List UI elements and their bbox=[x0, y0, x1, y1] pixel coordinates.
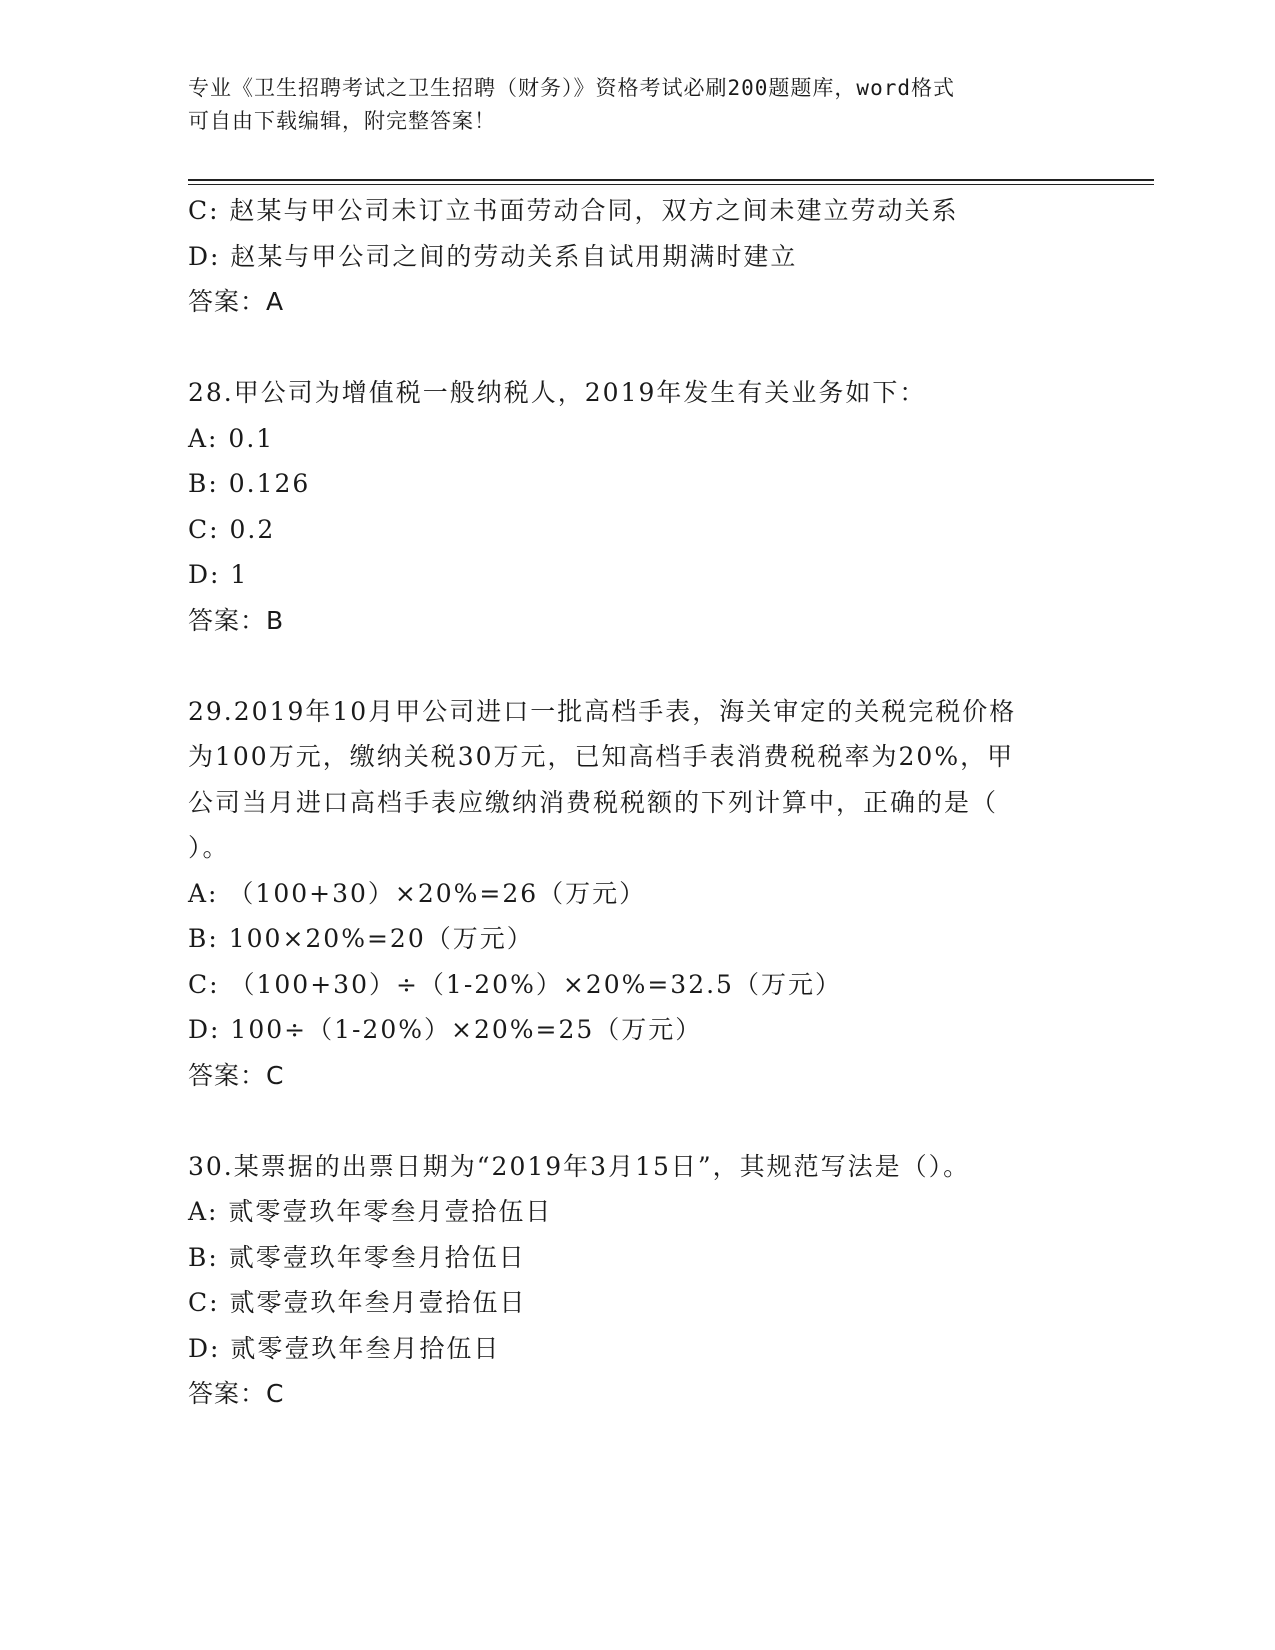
question-stem: 28.甲公司为增值税一般纳税人，2019年发生有关业务如下： bbox=[188, 378, 927, 407]
answer-line: 答案：B bbox=[188, 605, 285, 635]
header-divider-thin bbox=[188, 184, 1154, 185]
question-stem-line-1: 29.2019年10月甲公司进口一批高档手表，海关审定的关税完税价格 bbox=[188, 696, 1017, 726]
answer-line: 答案：C bbox=[188, 1060, 285, 1090]
option-b: B: 0.126 bbox=[188, 469, 311, 498]
question-stem-line-3: 公司当月进口高档手表应缴纳消费税税额的下列计算中，正确的是（ bbox=[188, 787, 999, 817]
option-b: B: 100×20%=20（万元） bbox=[188, 924, 534, 953]
option-d: D: 1 bbox=[188, 560, 249, 589]
question-stem-line-4: ）。 bbox=[188, 833, 230, 862]
option-c: C: 0.2 bbox=[188, 514, 276, 544]
question-30 bbox=[188, 1144, 1088, 1417]
option-a: A: 贰零壹玖年零叁月壹拾伍日 bbox=[188, 1197, 553, 1226]
option-c: C: 贰零壹玖年叁月壹拾伍日 bbox=[188, 1288, 527, 1317]
page-header bbox=[188, 72, 1068, 138]
option-d: D: 100÷（1-20%）×20%=25（万元） bbox=[188, 1015, 703, 1044]
option-a: A: （100+30）×20%=26（万元） bbox=[188, 878, 647, 908]
question-spacer bbox=[188, 643, 1088, 689]
header-title-line-1: 专业《卫生招聘考试之卫生招聘（财务）》资格考试必刷200题题库，word格式 bbox=[188, 76, 955, 100]
question-28 bbox=[188, 370, 1088, 643]
header-title-line-2: 可自由下载编辑，附完整答案！ bbox=[188, 109, 496, 133]
question-29 bbox=[188, 689, 1088, 1099]
option-b: B: 贰零壹玖年零叁月拾伍日 bbox=[188, 1242, 526, 1272]
question-spacer bbox=[188, 325, 1088, 371]
option-c: C: 赵某与甲公司未订立书面劳动合同，双方之间未建立劳动关系 bbox=[188, 196, 959, 225]
option-d: D: 赵某与甲公司之间的劳动关系自试用期满时建立 bbox=[188, 241, 798, 271]
answer-line: 答案：A bbox=[188, 287, 285, 316]
option-c: C: （100+30）÷（1-20%）×20%=32.5（万元） bbox=[188, 969, 842, 999]
question-stem-line-2: 为100万元，缴纳关税30万元，已知高档手表消费税税率为20%，甲 bbox=[188, 742, 1015, 771]
question-spacer bbox=[188, 1098, 1088, 1144]
option-a: A: 0.1 bbox=[188, 423, 275, 453]
question-stem: 30.某票据的出票日期为“2019年3月15日”，其规范写法是（）。 bbox=[188, 1151, 971, 1181]
question-27 bbox=[188, 188, 1088, 325]
option-d: D: 贰零壹玖年叁月拾伍日 bbox=[188, 1333, 501, 1363]
answer-line: 答案：C bbox=[188, 1379, 285, 1408]
header-divider-thick bbox=[188, 179, 1154, 181]
question-list bbox=[188, 188, 1088, 1417]
